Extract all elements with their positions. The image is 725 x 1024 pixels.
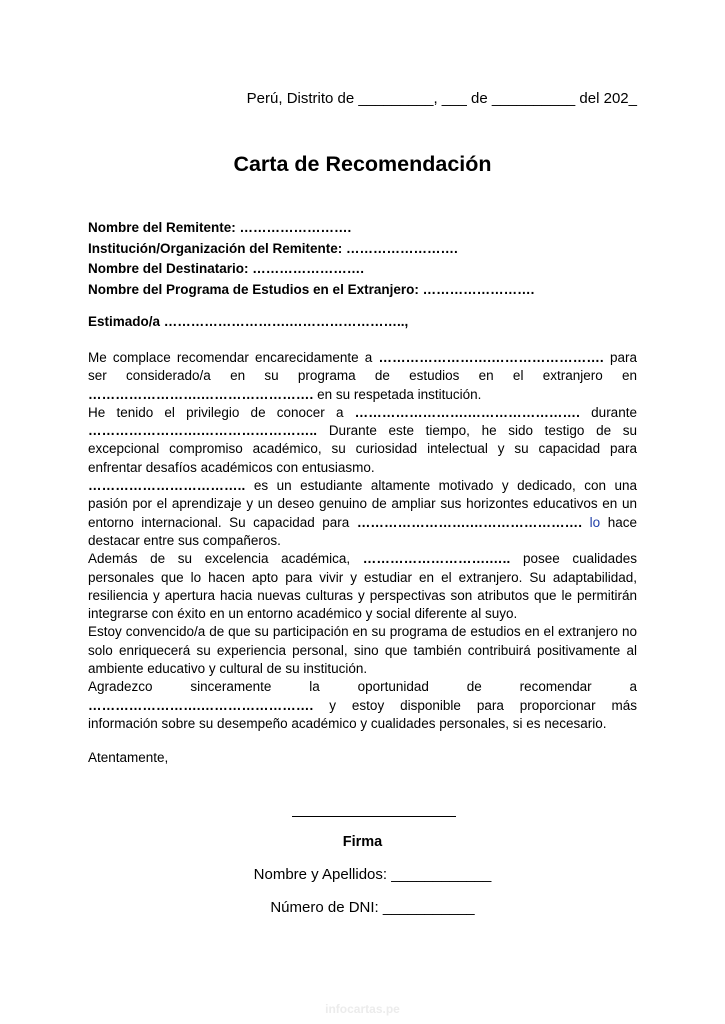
p2-blank-2: …………………….…………………….. [88, 423, 318, 439]
paragraph-2 [88, 404, 637, 477]
p1-text-a: Me complace recomendar encarecidamente a [88, 350, 373, 365]
p1-blank-2: …………………….……………………. [88, 386, 314, 402]
p2-text-b: durante [591, 404, 637, 420]
name-line: Nombre y Apellidos: ____________ [253, 866, 492, 883]
paragraph-5: Estoy convencido/a de que su participación en su programa de estudios en el extranjero no solo enriquecerá su experiencia personal, sino que también contribuirá positivamente al ambiente educativo y cultural de su institución. [88, 624, 637, 677]
letter-body [88, 349, 637, 733]
page-title: Carta de Recomendación [233, 152, 492, 176]
p6-text-a: Agradezco sinceramente la oportunidad de recomendar a [88, 679, 637, 695]
p1-text-c: en su respetada institución. [317, 386, 482, 402]
closing: Atentamente, [88, 750, 169, 765]
dni-line: Número de DNI: ___________ [270, 899, 475, 916]
date-line: Perú, Distrito de _________, ___ de __________ del 202_ [246, 90, 637, 107]
recipient-name-field: Nombre del Destinatario: ……………………. [88, 261, 365, 276]
paragraph-3 [88, 477, 637, 550]
p3-text-lo: lo [589, 514, 601, 530]
p3-blank-2: …………………….……………………. [356, 514, 583, 530]
p1-blank-1: …………………….……………………. [378, 350, 604, 365]
program-name-field: Nombre del Programa de Estudios en el Extranjero: ……………………. [88, 281, 535, 297]
greeting: Estimado/a ……………………….…………………….., [88, 314, 409, 329]
p2-text-a: He tenido el privilegio de conocer a [88, 404, 344, 420]
sender-name-field: Nombre del Remitente: ……………………. [88, 220, 352, 235]
p3-blank-1: …………………………….. [88, 478, 246, 494]
signature-label: Firma [342, 834, 383, 850]
p4-blank: ……………………….….. [362, 551, 511, 567]
p2-blank-1: …………………….……………………. [354, 404, 580, 420]
paragraph-6 [88, 678, 637, 733]
p1-text-b: para ser considerado/a en su programa de estudios en el extranjero en [88, 350, 637, 384]
p3-text-a: es un estudiante altamente motivado y dedicado, con una pasión por el aprendizaje y un deseo genuino de ampliar sus horizontes educativos en un entorno internacional. Su capacidad para [88, 478, 637, 530]
p6-text-b: y estoy disponible para proporcionar más información sobre su desempeño académico y cualidades personales, si es necesario. [88, 697, 637, 731]
p2-text-c: Durante este tiempo, he sido testigo de su excepcional compromiso académico, su curiosidad intelectual y su capacidad para enfrentar desafíos académicos con entusiasmo. [88, 423, 637, 475]
p6-blank: …………………….……………………. [88, 697, 314, 713]
signature-line [292, 816, 456, 817]
paragraph-1 [88, 349, 637, 404]
paragraph-4 [88, 550, 637, 623]
p4-text-a: Además de su excelencia académica, [88, 551, 351, 567]
p3-text-b: hace destacar entre sus compañeros. [88, 514, 637, 548]
p4-text-b: posee cualidades personales que lo hacen apto para vivir y estudiar en el extranjero. Su adaptabilidad, resiliencia y apertura hacia nuevas culturas y perspectivas son atributos que le permitirán integrarse con éxito en un entorno académico y social diferente al suyo. [88, 551, 637, 622]
watermark: infocartas.pe [325, 1002, 400, 1016]
header-fields [88, 218, 648, 300]
sender-institution-field: Institución/Organización del Remitente: ……………………. [88, 240, 458, 256]
